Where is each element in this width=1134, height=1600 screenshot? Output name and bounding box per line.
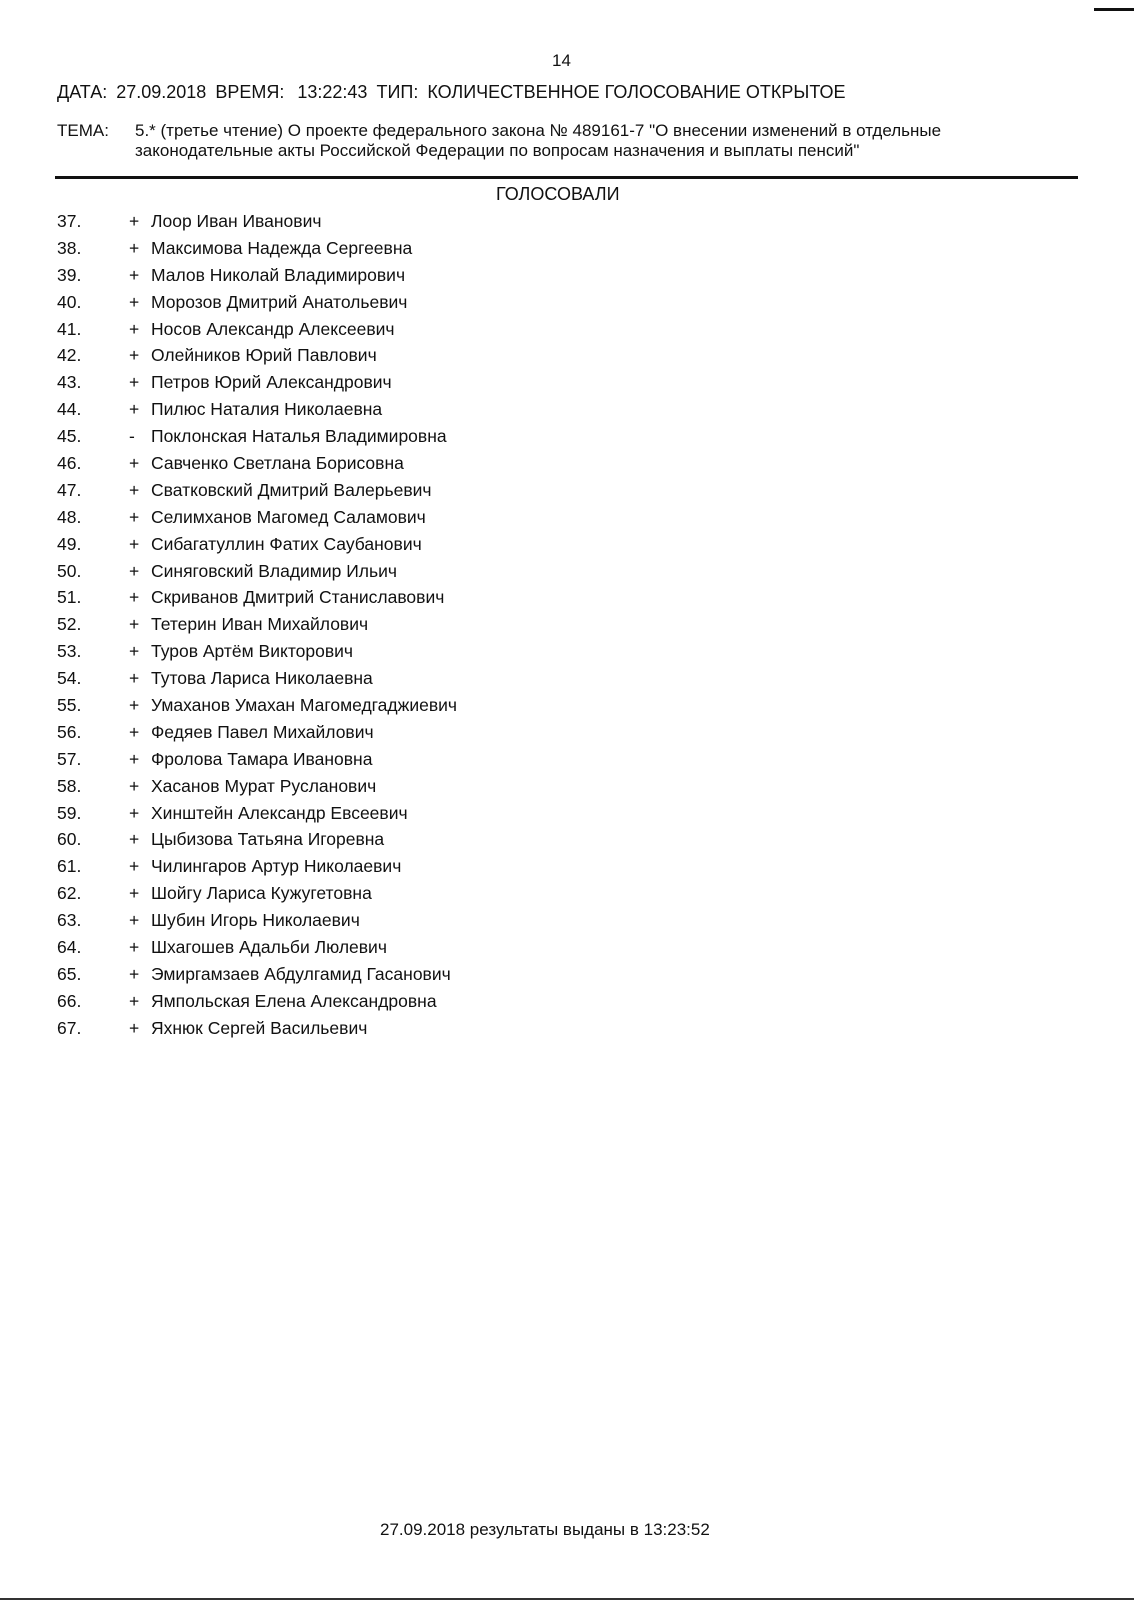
voter-number: 49. xyxy=(57,533,82,554)
voter-row xyxy=(57,826,557,853)
date-value: 27.09.2018 xyxy=(116,82,207,102)
vote-mark: + xyxy=(129,856,140,877)
voter-row xyxy=(57,1015,557,1042)
vote-mark: + xyxy=(129,211,140,231)
section-title: ГОЛОСОВАЛИ xyxy=(496,184,620,204)
voter-row xyxy=(57,208,557,235)
voter-row xyxy=(57,262,557,289)
voter-number: 64. xyxy=(57,937,82,958)
scan-edge-mark-bottom xyxy=(0,1594,1134,1600)
voter-name: Хасанов Мурат Русланович xyxy=(151,775,377,796)
voter-row xyxy=(57,423,557,450)
topic-label: ТЕМА: xyxy=(57,121,109,140)
voter-row xyxy=(57,934,557,961)
voter-number: 54. xyxy=(57,668,82,689)
voter-number: 47. xyxy=(57,479,82,500)
vote-mark: + xyxy=(129,506,140,527)
voter-row xyxy=(57,235,557,262)
voter-row xyxy=(57,746,557,773)
voter-name: Фролова Тамара Ивановна xyxy=(151,748,373,769)
time-value: 13:22:43 xyxy=(297,82,368,102)
voter-row xyxy=(57,504,557,531)
vote-mark: + xyxy=(129,775,140,796)
vote-mark: + xyxy=(129,372,140,393)
voter-name: Шубин Игорь Николаевич xyxy=(151,910,360,931)
voter-name: Туров Артём Викторович xyxy=(151,641,354,662)
vote-mark: + xyxy=(129,587,140,608)
voter-number: 52. xyxy=(57,614,82,635)
voter-row xyxy=(57,638,557,665)
voter-number: 45. xyxy=(57,426,82,447)
voter-name: Олейников Юрий Павлович xyxy=(151,345,377,366)
vote-mark: + xyxy=(129,1017,140,1038)
voter-name: Носов Александр Алексеевич xyxy=(151,318,395,339)
topic-text: 5.* (третье чтение) О проекте федерального закона № 489161-7 "О внесении изменений в отдельные законодательные акты Российской Федерации по вопросам назначения и выплаты пенсий" xyxy=(135,121,942,160)
voter-number: 58. xyxy=(57,775,82,796)
voter-number: 67. xyxy=(57,1017,82,1038)
voter-number: 51. xyxy=(57,587,82,608)
voter-name: Хинштейн Александр Евсеевич xyxy=(151,802,408,823)
vote-mark: + xyxy=(129,264,140,285)
voter-number: 48. xyxy=(57,506,82,527)
vote-mark: + xyxy=(129,345,140,366)
voter-row xyxy=(57,800,557,827)
voter-row xyxy=(57,665,557,692)
voter-name: Шхагошев Адальби Люлевич xyxy=(151,937,387,958)
vote-mark: + xyxy=(129,560,140,581)
vote-mark: + xyxy=(129,990,140,1011)
vote-mark: + xyxy=(129,399,140,420)
voter-row xyxy=(57,988,557,1015)
vote-mark: + xyxy=(129,802,140,823)
vote-mark: + xyxy=(129,883,140,904)
vote-header xyxy=(57,82,850,103)
voter-number: 65. xyxy=(57,963,82,984)
voter-number: 38. xyxy=(57,237,82,258)
voter-number: 66. xyxy=(57,990,82,1011)
voter-name: Морозов Дмитрий Анатольевич xyxy=(151,291,408,312)
vote-mark: + xyxy=(129,453,140,474)
voter-name: Петров Юрий Александрович xyxy=(151,372,392,393)
voter-name: Пилюс Наталия Николаевна xyxy=(151,399,383,420)
voter-number: 43. xyxy=(57,372,82,393)
voter-name: Лоор Иван Иванович xyxy=(151,211,322,231)
voter-name: Синяговский Владимир Ильич xyxy=(151,560,398,581)
vote-mark: + xyxy=(129,721,140,742)
vote-mark: + xyxy=(129,318,140,339)
voter-name: Умаханов Умахан Магомедгаджиевич xyxy=(151,695,458,716)
voter-name: Малов Николай Владимирович xyxy=(151,264,406,285)
vote-mark: + xyxy=(129,237,140,258)
vote-mark: + xyxy=(129,910,140,931)
voter-name: Селимханов Магомед Саламович xyxy=(151,506,426,527)
voter-row xyxy=(57,558,557,585)
voter-number: 56. xyxy=(57,721,82,742)
vote-mark: - xyxy=(129,426,135,447)
voter-name: Ямпольская Елена Александровна xyxy=(151,990,437,1011)
voter-name: Поклонская Наталья Владимировна xyxy=(151,426,447,447)
vote-mark: + xyxy=(129,829,140,850)
voter-number: 41. xyxy=(57,318,82,339)
time-label: ВРЕМЯ: xyxy=(215,82,285,102)
voter-number: 42. xyxy=(57,345,82,366)
voter-number: 46. xyxy=(57,453,82,474)
voter-row xyxy=(57,477,557,504)
voter-row xyxy=(57,342,557,369)
voter-row xyxy=(57,396,557,423)
voter-name: Скриванов Дмитрий Станиславович xyxy=(151,587,445,608)
voter-name: Чилингаров Артур Николаевич xyxy=(151,856,402,877)
voter-row xyxy=(57,369,557,396)
voter-list xyxy=(57,208,557,1042)
vote-mark: + xyxy=(129,641,140,662)
voter-row xyxy=(57,289,557,316)
voter-row xyxy=(57,450,557,477)
results-footer: 27.09.2018 результаты выданы в 13:23:52 xyxy=(380,1520,710,1539)
voter-name: Цыбизова Татьяна Игоревна xyxy=(151,829,385,850)
voter-row xyxy=(57,531,557,558)
voter-number: 40. xyxy=(57,291,82,312)
type-label: ТИП: xyxy=(376,82,419,102)
voter-name: Тутова Лариса Николаевна xyxy=(151,668,373,689)
page-number: 14 xyxy=(552,51,571,70)
voter-row xyxy=(57,880,557,907)
vote-mark: + xyxy=(129,614,140,635)
voter-number: 59. xyxy=(57,802,82,823)
vote-mark: + xyxy=(129,695,140,716)
voter-number: 37. xyxy=(57,211,82,231)
voter-number: 44. xyxy=(57,399,82,420)
voter-number: 55. xyxy=(57,695,82,716)
voter-number: 61. xyxy=(57,856,82,877)
voter-row xyxy=(57,719,557,746)
header-divider xyxy=(55,176,1078,179)
date-label: ДАТА: xyxy=(57,82,108,102)
voter-number: 50. xyxy=(57,560,82,581)
type-value: КОЛИЧЕСТВЕННОЕ ГОЛОСОВАНИЕ ОТКРЫТОЕ xyxy=(427,82,846,102)
voter-row xyxy=(57,611,557,638)
vote-mark: + xyxy=(129,668,140,689)
vote-mark: + xyxy=(129,937,140,958)
voter-number: 57. xyxy=(57,748,82,769)
voter-number: 60. xyxy=(57,829,82,850)
vote-mark: + xyxy=(129,533,140,554)
vote-mark: + xyxy=(129,748,140,769)
vote-mark: + xyxy=(129,291,140,312)
voter-number: 63. xyxy=(57,910,82,931)
voter-row xyxy=(57,584,557,611)
vote-mark: + xyxy=(129,479,140,500)
voter-name: Эмиргамзаев Абдулгамид Гасанович xyxy=(151,963,451,984)
scan-edge-mark-top xyxy=(1094,0,1134,11)
voter-number: 39. xyxy=(57,264,82,285)
voter-name: Тетерин Иван Михайлович xyxy=(151,614,369,635)
voter-row xyxy=(57,692,557,719)
voter-row xyxy=(57,853,557,880)
voter-name: Максимова Надежда Сергеевна xyxy=(151,237,413,258)
vote-mark: + xyxy=(129,963,140,984)
voter-row xyxy=(57,907,557,934)
voter-name: Федяев Павел Михайлович xyxy=(151,721,374,742)
voter-name: Сибагатуллин Фатих Саубанович xyxy=(151,533,422,554)
voter-row xyxy=(57,773,557,800)
voter-number: 62. xyxy=(57,883,82,904)
voter-row xyxy=(57,316,557,343)
voter-name: Яхнюк Сергей Васильевич xyxy=(151,1017,368,1038)
voter-row xyxy=(57,961,557,988)
voter-name: Сватковский Дмитрий Валерьевич xyxy=(151,479,432,500)
voter-number: 53. xyxy=(57,641,82,662)
voter-name: Савченко Светлана Борисовна xyxy=(151,453,404,474)
voter-name: Шойгу Лариса Кужугетовна xyxy=(151,883,372,904)
